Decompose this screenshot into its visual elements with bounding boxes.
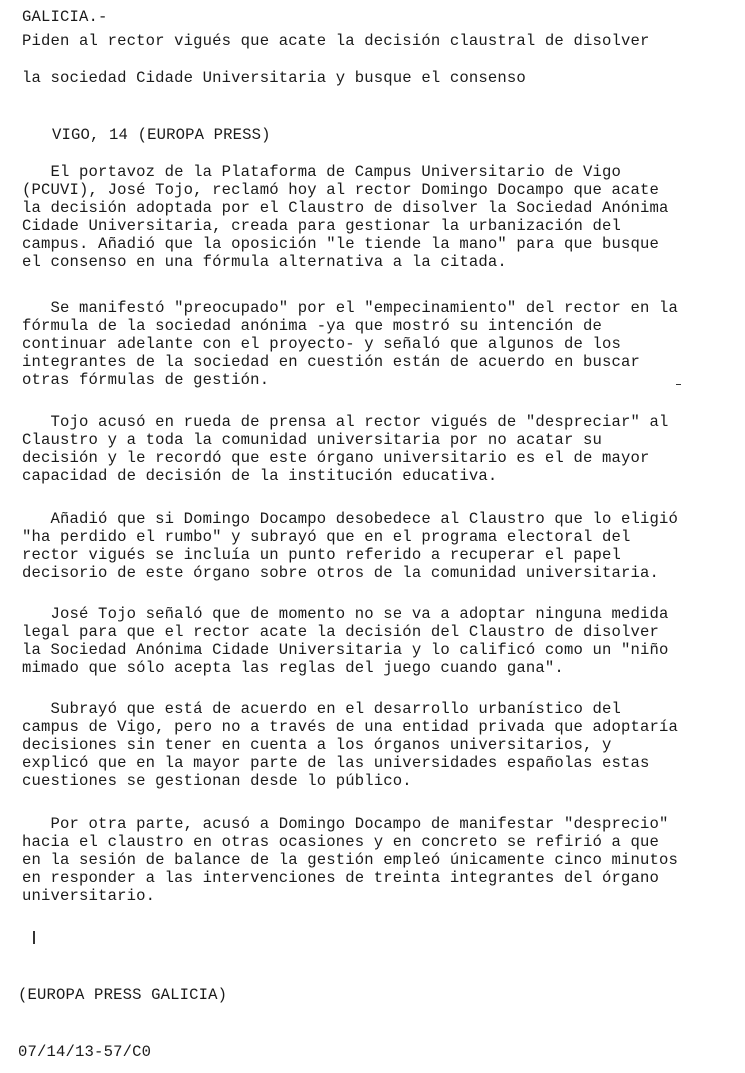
transmission-code: 07/14/13-57/C0 [18, 1043, 152, 1061]
paragraph-line: Cidade Universitaria, creada para gestionar la urbanización del [22, 217, 621, 235]
paragraph-line: fórmula de la sociedad anónima -ya que mostró su intención de [22, 317, 602, 335]
paragraph-2 [22, 299, 678, 389]
paragraph-3 [22, 413, 669, 485]
paragraph-line: Subrayó que está de acuerdo en el desarrollo urbanístico del [22, 700, 621, 718]
paragraph-line: rector vigués se incluía un punto referido a recuperar el papel [22, 546, 621, 564]
scan-mark [33, 931, 35, 944]
paragraph-line: integrantes de la sociedad en cuestión están de acuerdo en buscar [22, 353, 641, 371]
headline-line-2: la sociedad Cidade Universitaria y busque el consenso [22, 69, 526, 87]
paragraph-line: la Sociedad Anónima Cidade Universitaria y lo calificó como un "niño [22, 641, 669, 659]
paragraph-line: legal para que el rector acate la decisión del Claustro de disolver [22, 623, 660, 641]
paragraph-5 [22, 605, 669, 677]
paragraph-line: el consenso en una fórmula alternativa a la citada. [22, 253, 507, 271]
paragraph-line: decisorio de este órgano sobre otros de la comunidad universitaria. [22, 564, 660, 582]
paragraph-line: Por otra parte, acusó a Domingo Docampo de manifestar "desprecio" [22, 815, 669, 833]
paragraph-line: hacia el claustro en otras ocasiones y en concreto se refirió a que [22, 833, 660, 851]
paragraph-line: la decisión adoptada por el Claustro de disolver la Sociedad Anónima [22, 199, 669, 217]
paragraph-line: El portavoz de la Plataforma de Campus Universitario de Vigo [22, 163, 621, 181]
headline-line-1: Piden al rector vigués que acate la decisión claustral de disolver [22, 32, 650, 50]
region-label: GALICIA.- [22, 8, 108, 26]
paragraph-line: José Tojo señaló que de momento no se va a adoptar ninguna medida [22, 605, 669, 623]
scan-mark [676, 384, 681, 385]
paragraph-line: "ha perdido el rumbo" y subrayó que en el programa electoral del [22, 528, 631, 546]
paragraph-line: campus de Vigo, pero no a través de una entidad privada que adoptaría [22, 718, 679, 736]
paragraph-line: capacidad de decisión de la institución educativa. [22, 467, 498, 485]
paragraph-line: Añadió que si Domingo Docampo desobedece al Claustro que lo eligió [22, 510, 679, 528]
paragraph-line: campus. Añadió que la oposición "le tiende la mano" para que busque [22, 235, 660, 253]
paragraph-7 [22, 815, 678, 905]
source-footer: (EUROPA PRESS GALICIA) [18, 986, 228, 1004]
paragraph-line: Se manifestó "preocupado" por el "empecinamiento" del rector en la [22, 299, 679, 317]
paragraph-line: universitario. [22, 887, 156, 905]
paragraph-line: en la sesión de balance de la gestión empleó únicamente cinco minutos [22, 851, 679, 869]
paragraph-line: otras fórmulas de gestión. [22, 371, 270, 389]
paragraph-line: Claustro y a toda la comunidad universitaria por no acatar su [22, 431, 602, 449]
paragraph-1 [22, 163, 669, 271]
paragraph-line: mimado que sólo acepta las reglas del juego cuando gana". [22, 659, 564, 677]
paragraph-line: cuestiones se gestionan desde lo público. [22, 772, 412, 790]
dateline: VIGO, 14 (EUROPA PRESS) [52, 126, 271, 144]
paragraph-6 [22, 700, 678, 790]
paragraph-line: (PCUVI), José Tojo, reclamó hoy al rector Domingo Docampo que acate [22, 181, 660, 199]
paragraph-line: en responder a las intervenciones de treinta integrantes del órgano [22, 869, 660, 887]
paragraph-line: continuar adelante con el proyecto- y señaló que algunos de los [22, 335, 621, 353]
paragraph-line: Tojo acusó en rueda de prensa al rector vigués de "despreciar" al [22, 413, 669, 431]
paragraph-line: explicó que en la mayor parte de las universidades españolas estas [22, 754, 650, 772]
paragraph-4 [22, 510, 678, 582]
paragraph-line: decisiones sin tener en cuenta a los órganos universitarios, y [22, 736, 612, 754]
paragraph-line: decisión y le recordó que este órgano universitario es el de mayor [22, 449, 650, 467]
